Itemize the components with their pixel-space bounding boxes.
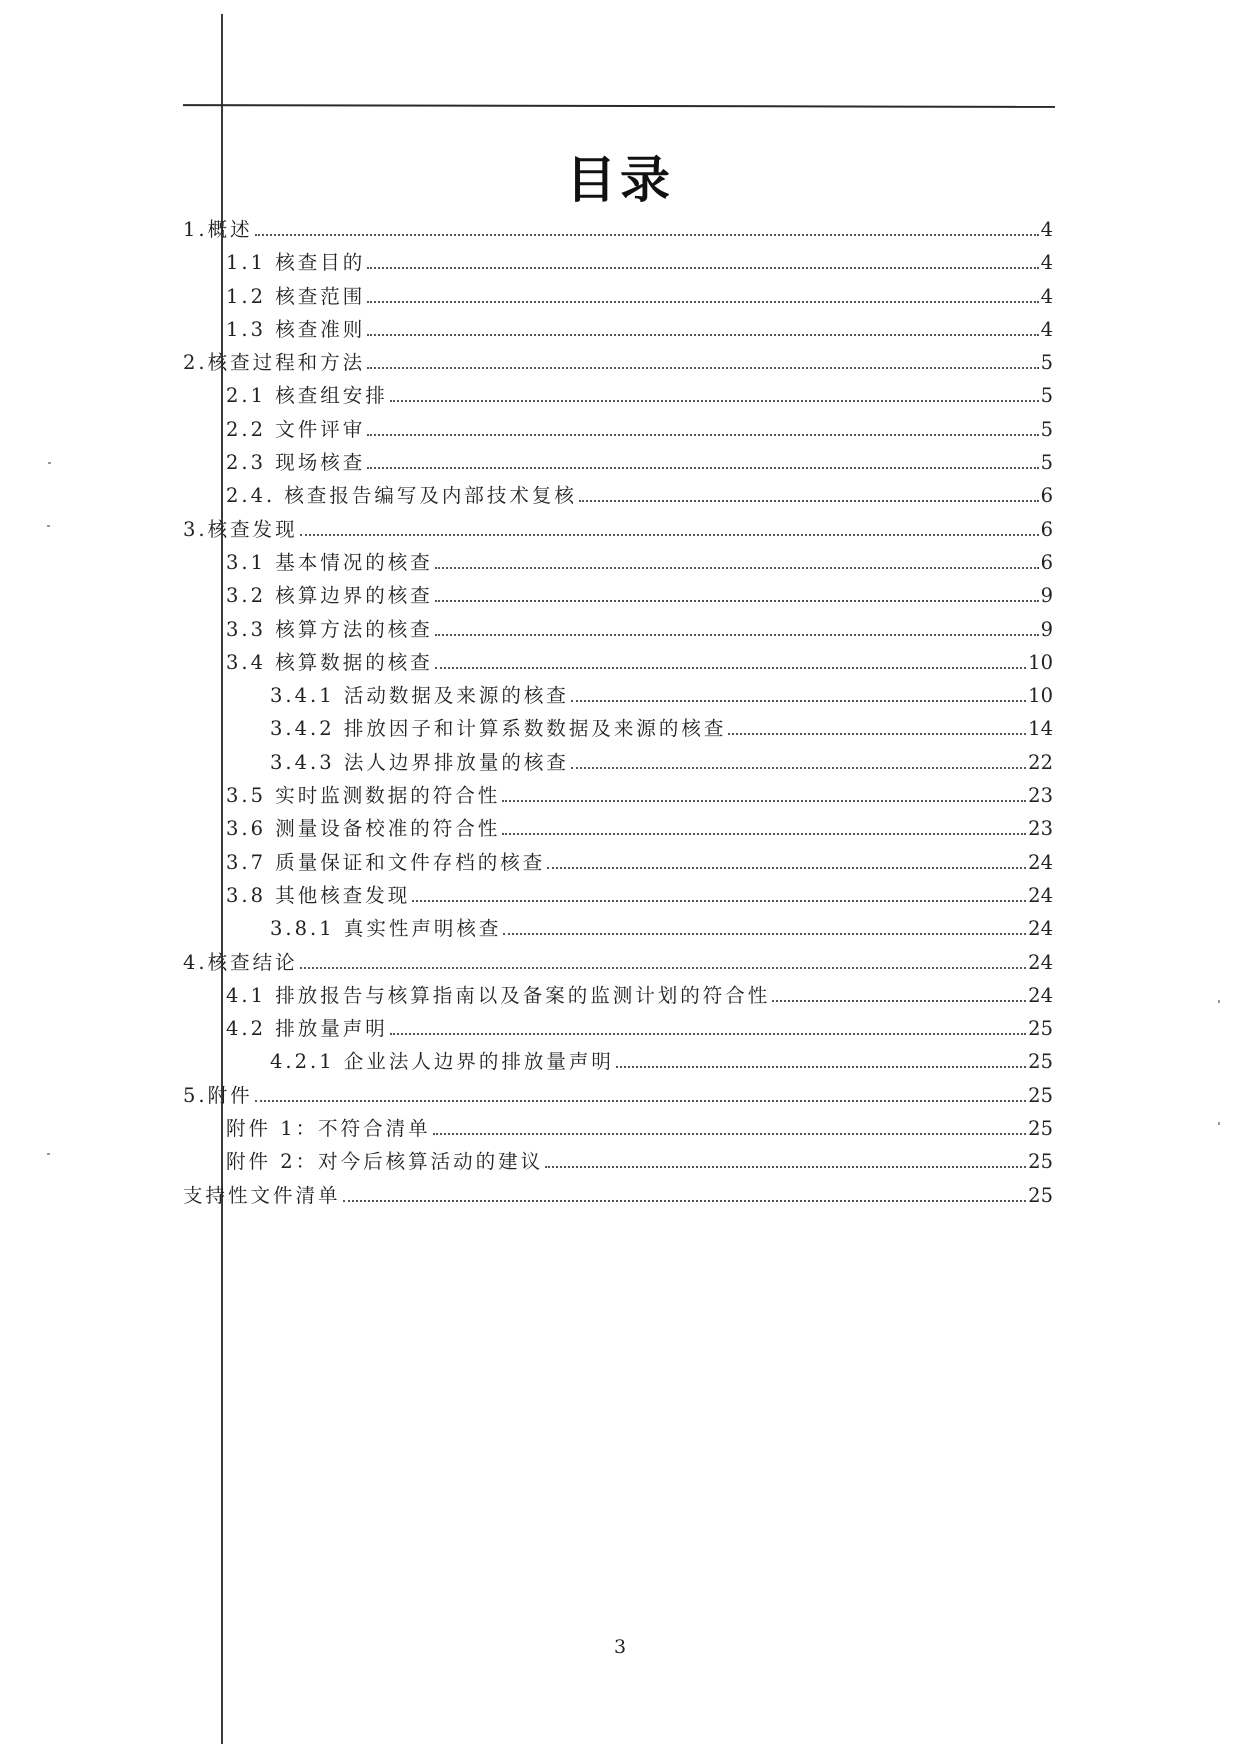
toc-dot-leader — [343, 1200, 1027, 1202]
toc-entry-page: 5 — [1040, 417, 1053, 441]
toc-entry-label: 1.3 核查准则 — [226, 317, 366, 341]
toc-entry — [183, 647, 1053, 680]
toc-entry — [183, 614, 1053, 647]
toc-entry — [183, 281, 1053, 314]
toc-entry-label: 2.核查过程和方法 — [183, 351, 366, 375]
toc-entry-page: 10 — [1028, 684, 1053, 708]
table-of-contents — [183, 214, 1053, 1213]
toc-dot-leader — [547, 867, 1026, 869]
toc-entry-page: 24 — [1028, 917, 1053, 941]
toc-entry-page: 25 — [1028, 1017, 1053, 1041]
toc-entry — [183, 847, 1053, 880]
toc-dot-leader — [579, 500, 1039, 502]
toc-entry — [183, 913, 1053, 946]
toc-entry-label: 3.7 质量保证和文件存档的核查 — [226, 850, 546, 874]
toc-entry — [183, 1113, 1053, 1146]
scan-speck — [47, 1153, 50, 1155]
toc-entry — [183, 380, 1053, 413]
toc-entry-label: 2.3 现场核查 — [226, 451, 366, 475]
header-rule — [183, 104, 1055, 108]
toc-entry-page: 25 — [1028, 1083, 1053, 1107]
toc-dot-leader — [300, 534, 1039, 536]
toc-dot-leader — [390, 400, 1039, 402]
toc-dot-leader — [255, 1100, 1027, 1102]
toc-entry-page: 5 — [1040, 351, 1053, 375]
toc-dot-leader — [435, 667, 1026, 669]
toc-dot-leader — [772, 1000, 1026, 1002]
toc-entry — [183, 880, 1053, 913]
toc-dot-leader — [367, 267, 1038, 269]
toc-entry-label: 3.8.1 真实性声明核查 — [270, 917, 502, 941]
toc-dot-leader — [255, 234, 1039, 236]
toc-entry-label: 2.4. 核查报告编写及内部技术复核 — [226, 484, 577, 508]
toc-dot-leader — [390, 1033, 1026, 1035]
toc-entry — [183, 1046, 1053, 1079]
toc-entry — [183, 414, 1053, 447]
toc-entry-page: 9 — [1040, 584, 1053, 608]
toc-entry — [183, 947, 1053, 980]
toc-dot-leader — [545, 1166, 1026, 1168]
toc-entry-label: 3.4.1 活动数据及来源的核查 — [270, 684, 569, 708]
toc-entry-page: 23 — [1028, 817, 1053, 841]
toc-entry — [183, 580, 1053, 613]
toc-entry-label: 4.2.1 企业法人边界的排放量声明 — [270, 1050, 614, 1074]
toc-entry-label: 3.8 其他核查发现 — [226, 883, 411, 907]
toc-entry-label: 3.4.3 法人边界排放量的核查 — [270, 750, 569, 774]
toc-entry-label: 4.1 排放报告与核算指南以及备案的监测计划的符合性 — [226, 983, 771, 1007]
toc-entry — [183, 514, 1053, 547]
toc-entry-page: 23 — [1028, 784, 1053, 808]
scan-speck — [1218, 1122, 1220, 1125]
toc-entry-label: 4.2 排放量声明 — [226, 1017, 388, 1041]
toc-entry-label: 3.6 测量设备校准的符合性 — [226, 817, 501, 841]
scan-speck — [47, 525, 50, 527]
toc-entry — [183, 347, 1053, 380]
toc-entry-label: 3.4 核算数据的核查 — [226, 650, 433, 674]
toc-entry-label: 1.2 核查范围 — [226, 284, 366, 308]
toc-entry — [183, 547, 1053, 580]
toc-entry — [183, 780, 1053, 813]
toc-entry-label: 附件 1：不符合清单 — [226, 1117, 431, 1141]
toc-entry-page: 10 — [1028, 650, 1053, 674]
toc-entry — [183, 713, 1053, 746]
page-title: 目录 — [566, 151, 674, 209]
toc-entry-label: 3.4.2 排放因子和计算系数数据及来源的核查 — [270, 717, 727, 741]
toc-entry-page: 4 — [1040, 317, 1053, 341]
toc-dot-leader — [367, 334, 1038, 336]
scan-speck — [48, 462, 51, 464]
toc-dot-leader — [433, 1133, 1027, 1135]
toc-entry-page: 25 — [1028, 1050, 1053, 1074]
toc-entry-label: 3.核查发现 — [183, 517, 298, 541]
toc-entry — [183, 214, 1053, 247]
toc-entry-page: 24 — [1028, 883, 1053, 907]
toc-entry-page: 6 — [1040, 550, 1053, 574]
toc-entry-label: 3.3 核算方法的核查 — [226, 617, 433, 641]
toc-entry-label: 2.1 核查组安排 — [226, 384, 388, 408]
toc-entry — [183, 747, 1053, 780]
scan-speck — [1218, 1000, 1220, 1003]
toc-dot-leader — [502, 800, 1026, 802]
toc-dot-leader — [571, 767, 1026, 769]
toc-entry-page: 25 — [1028, 1150, 1053, 1174]
toc-entry-page: 9 — [1040, 617, 1053, 641]
toc-entry-page: 6 — [1040, 484, 1053, 508]
toc-entry-page: 14 — [1028, 717, 1053, 741]
toc-entry-label: 3.5 实时监测数据的符合性 — [226, 784, 501, 808]
toc-entry-label: 2.2 文件评审 — [226, 417, 366, 441]
toc-entry-page: 4 — [1040, 218, 1053, 241]
toc-entry-page: 25 — [1028, 1117, 1053, 1141]
toc-entry — [183, 314, 1053, 347]
toc-entry-page: 4 — [1040, 284, 1053, 308]
toc-entry-page: 6 — [1040, 517, 1053, 541]
toc-dot-leader — [571, 700, 1026, 702]
toc-entry-page: 24 — [1028, 983, 1053, 1007]
toc-entry-page: 24 — [1028, 850, 1053, 874]
toc-dot-leader — [503, 933, 1026, 935]
toc-entry — [183, 1013, 1053, 1046]
page-number: 3 — [613, 1636, 627, 1658]
toc-dot-leader — [367, 434, 1038, 436]
toc-entry — [183, 447, 1053, 480]
toc-dot-leader — [728, 733, 1026, 735]
toc-entry-page: 25 — [1028, 1183, 1053, 1207]
toc-dot-leader — [367, 301, 1038, 303]
toc-entry — [183, 480, 1053, 513]
toc-entry-label: 支持性文件清单 — [183, 1183, 341, 1207]
toc-entry-page: 5 — [1040, 384, 1053, 408]
toc-dot-leader — [412, 900, 1026, 902]
toc-entry — [183, 247, 1053, 280]
toc-dot-leader — [300, 967, 1027, 969]
toc-entry — [183, 813, 1053, 846]
toc-dot-leader — [616, 1066, 1026, 1068]
toc-entry — [183, 680, 1053, 713]
toc-entry-label: 3.2 核算边界的核查 — [226, 584, 433, 608]
toc-dot-leader — [502, 833, 1026, 835]
toc-entry-page: 5 — [1040, 451, 1053, 475]
toc-entry-label: 5.附件 — [183, 1083, 253, 1107]
toc-entry-page: 22 — [1028, 750, 1053, 774]
toc-entry-label: 附件 2：对今后核算活动的建议 — [226, 1150, 544, 1174]
toc-entry — [183, 1180, 1053, 1213]
toc-entry-page: 4 — [1040, 251, 1053, 275]
toc-dot-leader — [435, 567, 1039, 569]
toc-entry-label: 1.概述 — [183, 218, 253, 241]
toc-entry — [183, 1146, 1053, 1179]
toc-entry-label: 1.1 核查目的 — [226, 251, 366, 275]
toc-entry — [183, 1080, 1053, 1113]
toc-entry-label: 4.核查结论 — [183, 950, 298, 974]
toc-dot-leader — [367, 467, 1038, 469]
toc-entry — [183, 980, 1053, 1013]
toc-entry-label: 3.1 基本情况的核查 — [226, 550, 433, 574]
toc-dot-leader — [435, 600, 1039, 602]
toc-dot-leader — [367, 367, 1038, 369]
toc-entry-page: 24 — [1028, 950, 1053, 974]
toc-dot-leader — [435, 634, 1039, 636]
